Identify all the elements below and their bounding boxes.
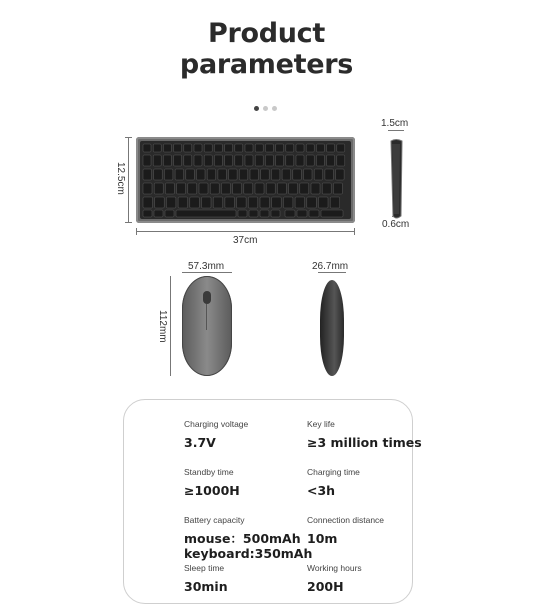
kb-depth-top-label: 1.5cm (381, 118, 409, 129)
title-line-1: Product (207, 18, 325, 49)
spec-label: Sleep time (184, 563, 225, 573)
spec-value: 3.7V (184, 435, 216, 450)
spec-value: ≥1000H (184, 483, 240, 498)
carousel-dot-2[interactable] (263, 106, 268, 111)
spec-value-keyboard: keyboard:350mAh (184, 546, 313, 561)
spec-label: Charging time (307, 467, 360, 477)
spec-label: Charging voltage (184, 419, 249, 429)
page-title (0, 18, 533, 80)
spec-sleep-time (184, 563, 228, 594)
spec-value: 200H (307, 579, 344, 594)
spec-standby-time (184, 467, 240, 498)
carousel-dot-1[interactable] (254, 106, 259, 111)
spec-label: Standby time (184, 467, 234, 477)
keyboard-height-label: 12.5cm (115, 162, 126, 195)
keyboard-top-view (136, 137, 355, 223)
spec-value: ≥3 million times (307, 435, 422, 450)
spec-value: <3h (307, 483, 336, 498)
spec-label: Connection distance (307, 515, 385, 525)
spec-label: Working hours (307, 563, 362, 573)
mouse-length-label: 112mm (157, 310, 168, 343)
keyboard-side-view (388, 138, 404, 220)
spec-key-life (307, 419, 422, 450)
keyboard-height-line-bottom-tick (125, 222, 132, 223)
spec-value-mouse: mouse：500mAh (184, 531, 301, 546)
keyboard-height-line-top-tick (125, 137, 132, 138)
spec-connection-distance (307, 515, 384, 546)
keyboard-width-line-left-tick (136, 228, 137, 235)
mouse-height-line (318, 272, 346, 273)
spec-label: Battery capacity (184, 515, 245, 525)
keyboard-width-label: 37cm (233, 235, 258, 246)
carousel-indicator (254, 106, 277, 111)
kb-depth-bottom-label: 0.6cm (382, 219, 410, 230)
mouse-button-divider (206, 304, 207, 330)
mouse-top-view (182, 276, 232, 376)
mouse-width-label: 57.3mm (188, 261, 225, 272)
spec-charging-time (307, 467, 360, 498)
spec-card (123, 399, 422, 604)
spec-value: 10m (307, 531, 338, 546)
mouse-width-line (182, 272, 232, 273)
mouse-length-line (170, 276, 171, 376)
title-line-2: parameters (179, 49, 354, 80)
mouse-side-view (320, 280, 344, 376)
keyboard-width-line (136, 231, 355, 232)
mouse-height-label: 26.7mm (312, 261, 349, 272)
mouse-scroll-button (203, 291, 211, 304)
spec-charging-voltage (184, 419, 248, 450)
carousel-dot-3[interactable] (272, 106, 277, 111)
keyboard-height-line (128, 137, 129, 223)
keyboard-width-line-right-tick (354, 228, 355, 235)
spec-battery-capacity (184, 515, 312, 561)
kb-depth-top-line (388, 130, 404, 131)
spec-value: 30min (184, 579, 228, 594)
spec-working-hours (307, 563, 362, 594)
spec-label: Key life (307, 419, 335, 429)
keyboard-keys-image (140, 141, 351, 219)
